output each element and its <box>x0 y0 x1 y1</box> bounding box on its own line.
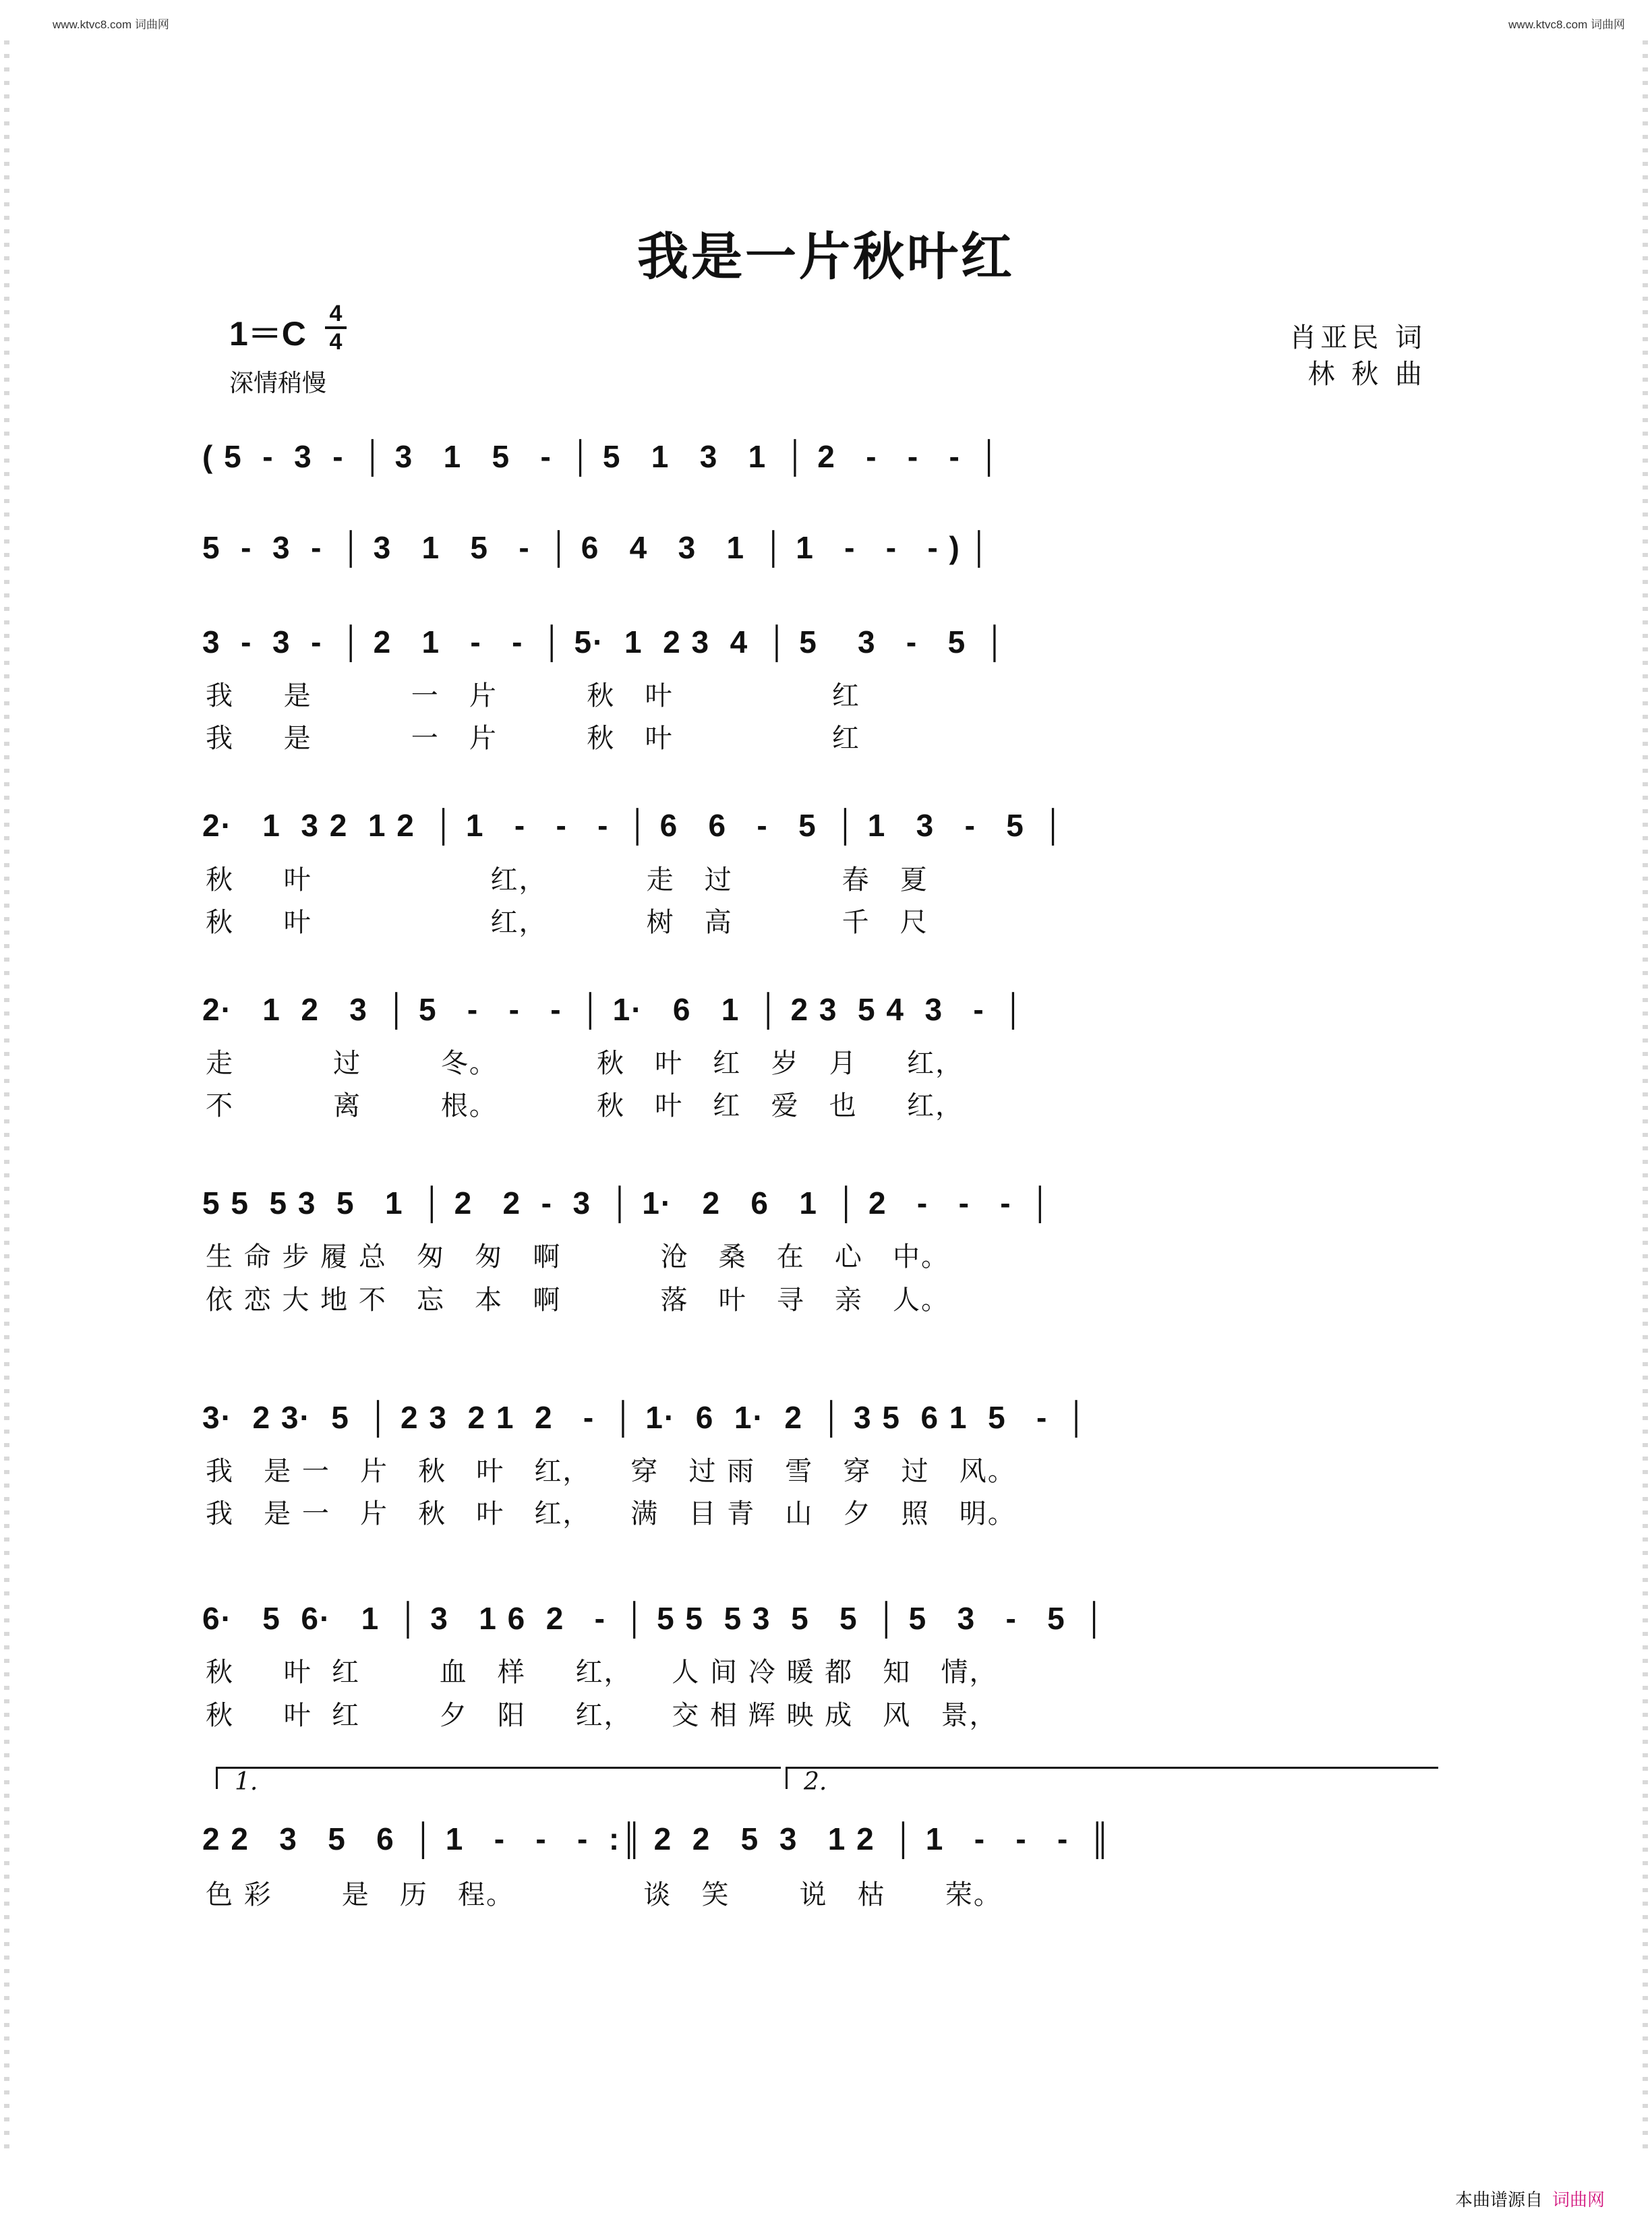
lyrics-ending-line: 色 彩 是 历 程。 谈 笑 说 枯 荣。 <box>206 1879 1002 1910</box>
header-url-left: www.ktvc8.com 词曲网 <box>53 18 169 31</box>
footer-source-text: 本曲谱源自 <box>1454 2190 1543 2210</box>
lyrics-line-6-verse-1: 生 命 步 履 总 匆 匆 啊 沧 桑 在 心 中。 <box>206 1241 950 1272</box>
notation-line-6: 5 5 5 3 5 1 │ 2 2 - 3 │ 1· 2 6 1 │ 2 - - - │ <box>202 1185 1053 1221</box>
volta-1-bracket <box>216 1767 781 1789</box>
footer-brand-link[interactable]: 词曲网 <box>1552 2190 1605 2210</box>
notation-line-1: ( 5 - 3 - │ 3 1 5 - │ 5 1 3 1 │ 2 - - - │ <box>202 439 1002 474</box>
time-signature-top: 4 <box>329 301 343 326</box>
key-signature: 1＝C <box>229 315 306 353</box>
lyrics-line-6-verse-2: 依 恋 大 地 不 忘 本 啊 落 叶 寻 亲 人。 <box>206 1285 950 1316</box>
notation-line-8: 6· 5 6· 1 │ 3 1 6 2 - │ 5 5 5 3 5 5 │ 5 3 - 5 │ <box>202 1601 1107 1636</box>
lyrics-line-3-verse-2: 我 是 一 片 秋 叶 红 <box>206 723 860 754</box>
song-title: 我是一片秋叶红 <box>637 227 1015 287</box>
volta-1-label: 1. <box>235 1768 258 1796</box>
notation-line-7: 3· 2 3· 5 │ 2 3 2 1 2 - │ 1· 6 1· 2 │ 3 5 6 1 5 - │ <box>202 1400 1089 1435</box>
notation-ending-line: 2 2 3 5 6 │ 1 - - - :║ 2 2 5 3 1 2 │ 1 - - - ║ <box>202 1821 1113 1856</box>
lyrics-line-3-verse-1: 我 是 一 片 秋 叶 红 <box>206 680 860 711</box>
lyrics-line-4-verse-2: 秋 叶 红， 树 高 千 尺 <box>206 907 928 938</box>
credits <box>1289 320 1426 392</box>
header-url-right: www.ktvc8.com 词曲网 <box>1508 18 1625 31</box>
tempo-marking: 深情稍慢 <box>229 370 327 397</box>
left-margin-watermark <box>4 40 9 2149</box>
notation-line-3: 3 - 3 - │ 2 1 - - │ 5· 1 2 3 4 │ 5 3 - 5 │ <box>202 624 1007 659</box>
volta-2-bracket <box>786 1767 1438 1789</box>
lyrics-line-8-verse-2: 秋 叶 红 夕 阳 红， 交 相 辉 映 成 风 景， <box>206 1700 998 1731</box>
lyrics-line-7-verse-2: 我 是 一 片 秋 叶 红， 满 目 青 山 夕 照 明。 <box>206 1498 1016 1529</box>
notation-line-2: 5 - 3 - │ 3 1 5 - │ 6 4 3 1 │ 1 - - - ) │ <box>202 530 992 565</box>
volta-2-label: 2. <box>804 1768 827 1796</box>
composer-credit: 林 秋 曲 <box>1307 359 1426 390</box>
footer <box>1455 2186 1605 2211</box>
lyrics-line-5-verse-1: 走 过 冬。 秋 叶 红 岁 月 红， <box>206 1048 964 1079</box>
lyrics-line-7-verse-1: 我 是 一 片 秋 叶 红， 穿 过 雨 雪 穿 过 风。 <box>206 1456 1016 1487</box>
lyricist-credit: 肖亚民 词 <box>1289 322 1426 353</box>
lyrics-line-8-verse-1: 秋 叶 红 血 样 红， 人 间 冷 暖 都 知 情， <box>206 1657 998 1688</box>
lyrics-line-4-verse-1: 秋 叶 红， 走 过 春 夏 <box>206 864 928 896</box>
right-margin-watermark <box>1643 40 1648 2149</box>
lyrics-line-5-verse-2: 不 离 根。 秋 叶 红 爱 也 红， <box>206 1090 964 1121</box>
notation-line-5: 2· 1 2 3 │ 5 - - - │ 1· 6 1 │ 2 3 5 4 3 - │ <box>202 992 1026 1027</box>
notation-line-4: 2· 1 3 2 1 2 │ 1 - - - │ 6 6 - 5 │ 1 3 - 5 │ <box>202 808 1066 843</box>
time-signature-bottom: 4 <box>329 329 343 355</box>
time-signature <box>325 301 347 355</box>
